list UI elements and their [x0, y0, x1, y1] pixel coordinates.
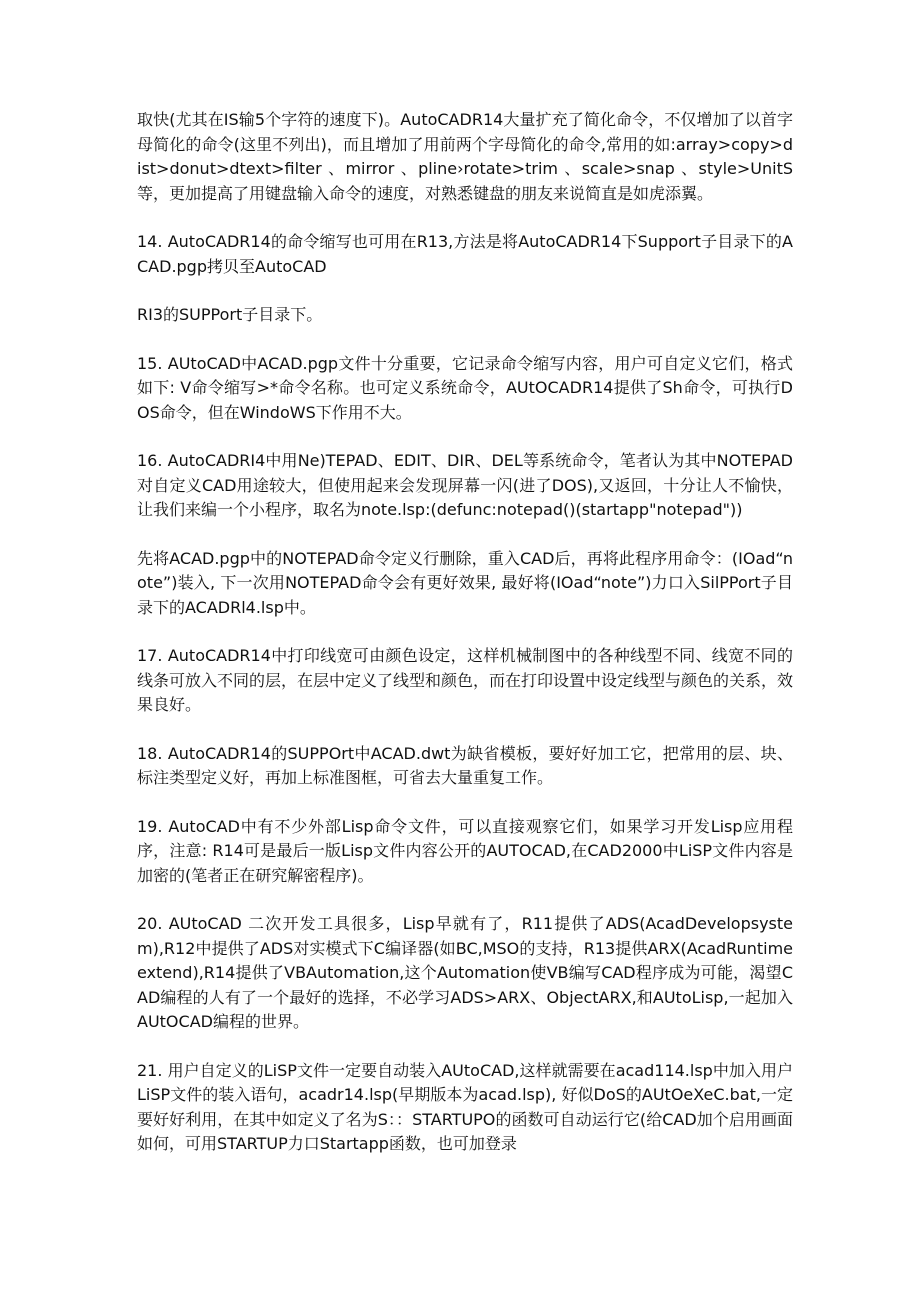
paragraph-14: 14. AutoCADR14的命令缩写也可用在R13,方法是将AutoCADR14下Support子目录下的ACAD.pgp拷贝至AutoCAD [137, 232, 793, 276]
paragraph-17: 17. AutoCADR14中打印线宽可由颜色设定，这样机械制图中的各种线型不同、线宽不同的线条可放入不同的层，在层中定义了线型和颜色，而在打印设置中设定线型与颜色的关系，效果良好。 [137, 646, 794, 714]
paragraph-21: 21. 用户自定义的LiSP文件一定要自动装入AUtoCAD,这样就需要在acad114.lsp中加入用户 LiSP文件的装入语句，acadr14.lsp(早期版本为acad.lsp), 好似DoS的AUtOeXeC.bat,一定要好好利用，在其中如定义了名为S：：STARTUPO的函数可自动运行它(给CAD加个启用画面如何，可用STARTUP力口Startapp函数，也可加登录 [137, 1060, 793, 1153]
paragraph-intro: 取快(尤其在IS输5个字符的速度下)。AutoCADR14大量扩充了简化命令，不仅增加了以首字母简化的命令(这里不列出)，而且增加了用前两个字母简化的命令,常用的如:array>copy>dist>donut>dtext>filter 、mirror 、pline›rotate>trim 、scale>snap 、style>UnitS等，更加提高了用键盘输入命令的速度，对熟悉键盘的朋友来说简直是如虎添翼。 [137, 110, 793, 203]
paragraph-14-continued: RI3的SUPPort子目录下。 [137, 305, 323, 324]
paragraph-16: 16. AutoCADRI4中用Ne)TEPAD、EDIT、DIR、DEL等系统命令，笔者认为其中NOTEPAD对自定义CAD用途较大，但使用起来会发现屏幕一闪(进了DOS),又返回，十分让人不愉快，让我们来编一个小程序，取名为note.lsp:(defunc:notepad()(startapp"notepad")) [137, 451, 793, 519]
paragraph-20: 20. AUtoCAD 二次开发工具很多，Lisp早就有了，R11提供了ADS(AcadDevelopsystem),R12中提供了ADS对实模式下C编译器(如BC,MSO的支持，R13提供ARX(AcadRuntimeextend),R14提供了VBAutomation,这个Automation使VB编写CAD程序成为可能，渴望CAD编程的人有了一个最好的选择，不必学习ADS>ARX、ObjectARX,和AUtoLisp,一起加入AUtOCAD编程的世界。 [137, 914, 793, 1031]
paragraph-18: 18. AutoCADR14的SUPPOrt中ACAD.dwt为缺省模板，要好好加工它，把常用的层、块、标注类型定义好，再加上标准图框，可省去大量重复工作。 [137, 743, 793, 787]
paragraph-16-continued: 先将ACAD.pgp中的NOTEPAD命令定义行删除，重入CAD后，再将此程序用命令：(IOad“note”)装入, 下一次用NOTEPAD命令会有更好效果, 最好将(IOad“note”)力口入SilPPort子目录下的ACADRl4.lsp中。 [137, 548, 793, 617]
paragraph-19: 19. AutoCAD中有不少外部Lisp命令文件，可以直接观察它们，如果学习开发Lisp应用程序，注意: R14可是最后一版Lisp文件内容公开的AUTOCAD,在CAD2000中LiSP文件内容是加密的(笔者正在研究解密程序)。 [137, 816, 793, 885]
paragraph-15: 15. AUtoCAD中ACAD.pgp文件十分重要，它记录命令缩写内容，用户可自定义它们，格式如下: V命令缩写>*命令名称。也可定义系统命令，AUtOCADR14提供了Sh命令，可执行DOS命令，但在WindoWS下作用不大。 [137, 353, 793, 422]
document-body [137, 108, 793, 1181]
